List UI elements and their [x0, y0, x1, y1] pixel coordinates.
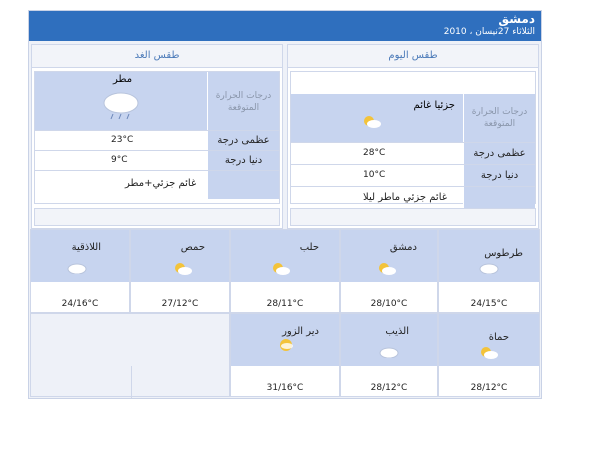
tomorrow-summary: غائم جزئي+مطر	[125, 178, 197, 189]
sun-cloud-icon	[277, 338, 297, 352]
today-summary: غائم جزئي ماطر ليلا	[363, 192, 447, 203]
today-max-label: عظمى درجة	[463, 143, 535, 165]
tomorrow-title: طقس الغد	[32, 45, 282, 68]
city-name: حمص	[180, 242, 205, 253]
today-title: طقس اليوم	[288, 45, 538, 68]
city-temps: 28/12°C	[470, 383, 508, 393]
tomorrow-footer	[34, 208, 280, 226]
city-temps: 28/11°C	[266, 299, 304, 309]
tomorrow-panel	[31, 44, 283, 229]
today-condition: جزئيا غائم	[413, 100, 455, 111]
today-min-label: دنيا درجة	[463, 165, 535, 187]
city-title: دمشق	[498, 12, 535, 26]
tomorrow-body	[34, 71, 280, 204]
city-name: حلب	[299, 242, 319, 253]
city-name: اللاذقية	[71, 242, 101, 253]
partly-cloudy-icon	[377, 262, 397, 276]
cloud-icon	[379, 346, 399, 358]
today-expected-label: درجات الحرارة المتوقعة	[463, 94, 535, 142]
tomorrow-summary-spacer	[207, 171, 279, 199]
partly-cloudy-icon	[361, 114, 383, 130]
header	[29, 11, 541, 41]
city-cell	[438, 313, 540, 397]
today-condition-cell	[291, 94, 463, 142]
city-temps: 24/15°C	[470, 299, 508, 309]
city-cell	[340, 229, 438, 313]
today-panel	[287, 44, 539, 229]
tomorrow-expected-label: درجات الحرارة المتوقعة	[207, 72, 279, 130]
city-cell	[230, 313, 340, 397]
city-name: الذيب	[385, 326, 409, 337]
today-min-value: 10°C	[363, 170, 386, 180]
date-text: الثلاثاء 27نيسان ، 2010	[443, 27, 535, 37]
cloud-icon	[479, 262, 499, 274]
partly-cloudy-icon	[271, 262, 291, 276]
tomorrow-condition-cell	[35, 72, 207, 130]
tomorrow-condition: مطر	[113, 74, 133, 85]
today-footer	[290, 208, 536, 226]
city-cell	[130, 229, 230, 313]
today-summary-spacer	[463, 187, 535, 209]
cloud-icon	[67, 262, 87, 274]
today-max-value: 28°C	[363, 148, 386, 158]
city-temps: 24/16°C	[61, 299, 99, 309]
city-temps: 27/12°C	[161, 299, 199, 309]
city-cell	[230, 229, 340, 313]
city-name: دير الزور	[282, 326, 319, 337]
city-name: طرطوس	[484, 248, 523, 259]
cities-grid	[30, 229, 540, 399]
city-temps: 31/16°C	[266, 383, 304, 393]
tomorrow-max-value: 23°C	[111, 135, 134, 145]
city-temps: 28/10°C	[370, 299, 408, 309]
today-body	[290, 71, 536, 204]
weather-widget	[28, 10, 542, 399]
tomorrow-min-label: دنيا درجة	[207, 151, 279, 171]
city-cell	[30, 229, 130, 313]
city-temps: 28/12°C	[370, 383, 408, 393]
city-name: دمشق	[389, 242, 417, 253]
empty-cell	[30, 313, 230, 397]
rain-cloud-icon	[101, 90, 141, 120]
partly-cloudy-icon	[173, 262, 193, 276]
city-cell	[438, 229, 540, 313]
tomorrow-max-label: عظمى درجة	[207, 131, 279, 151]
tomorrow-min-value: 9°C	[111, 155, 128, 165]
city-name: حماة	[488, 332, 509, 343]
city-cell	[340, 313, 438, 397]
partly-cloudy-icon	[479, 346, 499, 360]
